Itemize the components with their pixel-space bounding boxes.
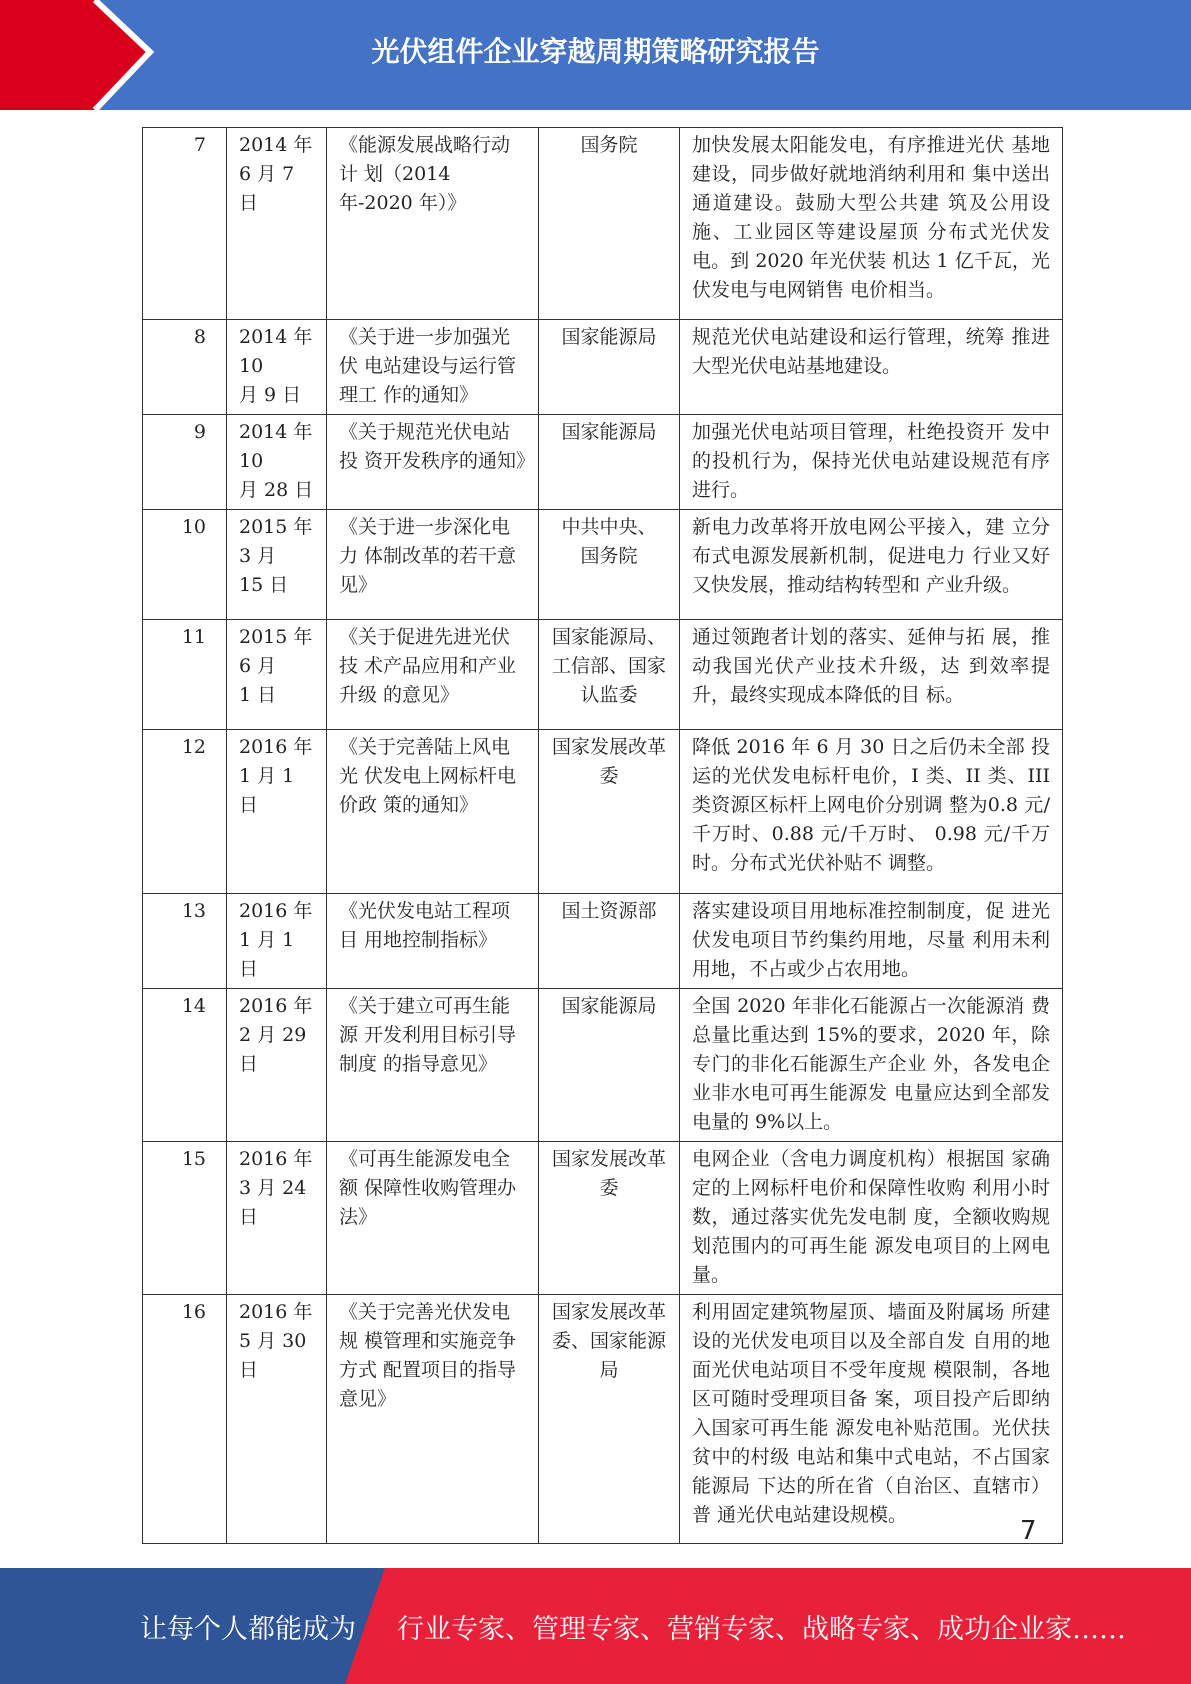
policy-content: 加强光伏电站项目管理，杜绝投资开 发中的投机行为，保持光伏电站建设规范有序进行。 xyxy=(680,415,1063,510)
policy-content: 全国 2020 年非化石能源占一次能源消 费总量比重达到 15%的要求，2020 年，除专门的非化石能源生产企业 外，各发电企业非水电可再生能源发 电量应达到全部发电量的 9%以上。 xyxy=(680,989,1063,1142)
page-header xyxy=(0,0,1191,110)
table-row xyxy=(143,620,1063,730)
footer-slogan-right: 行业专家、管理专家、营销专家、战略专家、成功企业家…… xyxy=(397,1613,1126,1645)
table-row xyxy=(143,730,1063,894)
policy-date: 2016 年 2 月 29 日 xyxy=(227,989,327,1142)
policy-date: 2014 年 10 月 9 日 xyxy=(227,320,327,415)
policy-document: 《能源发展战略行动计 划（2014 年-2020 年）》 xyxy=(327,128,539,320)
policy-date: 2014 年 6 月 7 日 xyxy=(227,128,327,320)
row-number: 8 xyxy=(143,320,227,415)
policy-issuer: 国家发展改革委 xyxy=(539,730,680,894)
policy-content: 降低 2016 年 6 月 30 日之后仍未全部 投运的光伏发电标杆电价，I 类、II 类、III 类资源区标杆上网电价分别调 整为0.8 元/千万时、0.88 元/千万时、 0.98 元/千万时。分布式光伏补贴不 调整。 xyxy=(680,730,1063,894)
table-row xyxy=(143,510,1063,620)
policy-document: 《关于进一步深化电力 体制改革的若干意见》 xyxy=(327,510,539,620)
policy-content: 通过领跑者计划的落实、延伸与拓 展，推动我国光伏产业技术升级，达 到效率提升，最终实现成本降低的目 标。 xyxy=(680,620,1063,730)
policy-issuer: 国家能源局 xyxy=(539,415,680,510)
footer-slogan-left: 让每个人都能成为 xyxy=(140,1613,356,1645)
policy-date: 2015 年 3 月 15 日 xyxy=(227,510,327,620)
policy-date: 2016 年 5 月 30 日 xyxy=(227,1295,327,1544)
table-row xyxy=(143,128,1063,320)
row-number: 7 xyxy=(143,128,227,320)
policy-content: 利用固定建筑物屋顶、墙面及附属场 所建设的光伏发电项目以及全部自发 自用的地面光伏电站项目不受年度规 模限制，各地区可随时受理项目备 案，项目投产后即纳入国家可再生能 源发电补贴范围。光伏扶贫中的村级 电站和集中式电站，不占国家能源局 下达的所在省（自治区、直辖市）普 通光伏电站建设规模。 xyxy=(680,1295,1063,1544)
policy-date: 2016 年 1 月 1 日 xyxy=(227,730,327,894)
row-number: 12 xyxy=(143,730,227,894)
policy-issuer: 国土资源部 xyxy=(539,894,680,989)
policy-issuer: 国家能源局 xyxy=(539,989,680,1142)
report-title: 光伏组件企业穿越周期策略研究报告 xyxy=(371,35,820,68)
policy-table-body xyxy=(143,128,1063,1544)
policy-content: 落实建设项目用地标准控制制度，促 进光伏发电项目节约集约用地，尽量 利用未利用地，不占或少占农用地。 xyxy=(680,894,1063,989)
policy-issuer: 国家能源局、工信部、国家认监委 xyxy=(539,620,680,730)
policy-date: 2016 年 1 月 1 日 xyxy=(227,894,327,989)
policy-document: 《关于进一步加强光伏 电站建设与运行管理工 作的通知》 xyxy=(327,320,539,415)
policy-issuer: 国家能源局 xyxy=(539,320,680,415)
policy-document: 《关于完善光伏发电规 模管理和实施竞争方式 配置项目的指导意见》 xyxy=(327,1295,539,1544)
policy-content: 新电力改革将开放电网公平接入，建 立分布式电源发展新机制，促进电力 行业又好又快发展，推动结构转型和 产业升级。 xyxy=(680,510,1063,620)
row-number: 15 xyxy=(143,1142,227,1295)
page-footer xyxy=(0,1568,1191,1684)
table-row xyxy=(143,415,1063,510)
row-number: 11 xyxy=(143,620,227,730)
policy-issuer: 国家发展改革委、国家能源局 xyxy=(539,1295,680,1544)
row-number: 14 xyxy=(143,989,227,1142)
row-number: 10 xyxy=(143,510,227,620)
table-row xyxy=(143,1295,1063,1544)
policy-content: 加快发展太阳能发电，有序推进光伏 基地建设，同步做好就地消纳利用和 集中送出通道建设。鼓励大型公共建 筑及公用设施、工业园区等建设屋顶 分布式光伏发电。到 2020 年光伏装 机达 1 亿千瓦，光伏发电与电网销售 电价相当。 xyxy=(680,128,1063,320)
policy-date: 2015 年 6 月 1 日 xyxy=(227,620,327,730)
table-row xyxy=(143,989,1063,1142)
policy-date: 2014 年 10 月 28 日 xyxy=(227,415,327,510)
policy-document: 《关于建立可再生能源 开发利用目标引导制度 的指导意见》 xyxy=(327,989,539,1142)
policy-issuer: 国务院 xyxy=(539,128,680,320)
row-number: 9 xyxy=(143,415,227,510)
policy-issuer: 国家发展改革委 xyxy=(539,1142,680,1295)
row-number: 16 xyxy=(143,1295,227,1544)
row-number: 13 xyxy=(143,894,227,989)
policy-content: 规范光伏电站建设和运行管理，统筹 推进大型光伏电站基地建设。 xyxy=(680,320,1063,415)
policy-document: 《可再生能源发电全额 保障性收购管理办法》 xyxy=(327,1142,539,1295)
policy-document: 《关于规范光伏电站投 资开发秩序的通知》 xyxy=(327,415,539,510)
policy-document: 《关于促进先进光伏技 术产品应用和产业升级 的意见》 xyxy=(327,620,539,730)
policy-table xyxy=(142,127,1063,1544)
table-row xyxy=(143,1142,1063,1295)
policy-document: 《光伏发电站工程项目 用地控制指标》 xyxy=(327,894,539,989)
table-row xyxy=(143,894,1063,989)
header-title-container xyxy=(0,0,1191,100)
policy-date: 2016 年 3 月 24 日 xyxy=(227,1142,327,1295)
table-row xyxy=(143,320,1063,415)
page-number: 7 xyxy=(1020,1516,1037,1546)
policy-issuer: 中共中央、 国务院 xyxy=(539,510,680,620)
policy-document: 《关于完善陆上风电光 伏发电上网标杆电价政 策的通知》 xyxy=(327,730,539,894)
policy-content: 电网企业（含电力调度机构）根据国 家确定的上网标杆电价和保障性收购 利用小时数，通过落实优先发电制 度，全额收购规划范围内的可再生能 源发电项目的上网电量。 xyxy=(680,1142,1063,1295)
